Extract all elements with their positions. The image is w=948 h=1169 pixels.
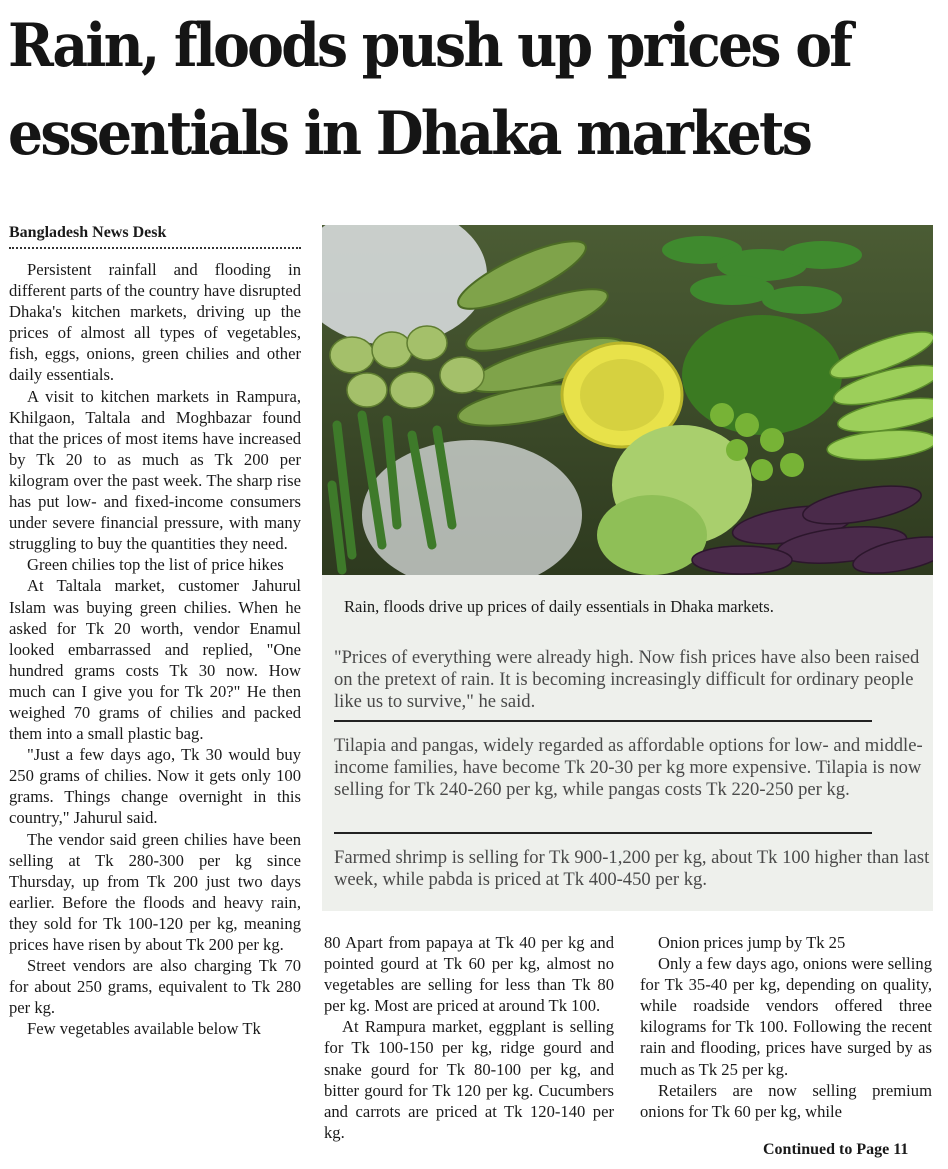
continued-link[interactable]: Continued to Page 11 bbox=[763, 1141, 909, 1158]
paragraph: A visit to kitchen markets in Rampura, Khilgaon, Taltala and Moghbazar found that the prices of most items have increased by Tk 20 to as much as Tk 200 per kilogram over the past week. The sharp rise has put low- and fixed-income consumers under severe financial pressure, with many struggling to buy the quantities they need. bbox=[9, 386, 301, 554]
subheading: Green chilies top the list of price hikes bbox=[27, 555, 284, 575]
paragraph: Persistent rainfall and flooding in different parts of the country have disrupted Dhaka's kitchen markets, driving up the prices of almost all types of vegetables, fish, eggs, onions, green chilies and other daily essentials. bbox=[9, 260, 301, 385]
paragraph: Only a few days ago, onions were selling for Tk 35-40 per kg, depending on quality, while roadside vendors offered three kilograms for Tk 100. Following the recent rain and flooding, prices have surged by as much as Tk 25 per kg. bbox=[640, 954, 932, 1079]
divider bbox=[334, 832, 872, 834]
article-column-1 bbox=[9, 259, 301, 1039]
market-vegetables-photo bbox=[322, 225, 933, 575]
pull-quote: Tilapia and pangas, widely regarded as affordable options for low- and middle-income families, have become Tk 20-30 per kg more expensive. Tilapia is now selling for Tk 240-260 per kg, while pangas costs Tk 220-250 per kg. bbox=[334, 735, 923, 800]
divider bbox=[334, 720, 872, 722]
byline: Bangladesh News Desk bbox=[9, 222, 301, 249]
paragraph: "Just a few days ago, Tk 30 would buy 250 grams of chilies. Now it gets only 100 grams. Things change overnight in this country," Jahurul said. bbox=[9, 745, 301, 828]
paragraph: At Rampura market, eggplant is selling for Tk 100-150 per kg, ridge gourd and snake gourd for Tk 80-100 per kg, and bitter gourd for Tk 120 per kg. Cucumbers and carrots are priced at Tk 120-140 per kg. bbox=[324, 1017, 614, 1142]
photo-caption: Rain, floods drive up prices of daily essentials in Dhaka markets. bbox=[344, 597, 774, 616]
headline: Rain, floods push up prices of essentials in Dhaka markets bbox=[8, 11, 851, 169]
paragraph: Retailers are now selling premium onions for Tk 60 per kg, while bbox=[640, 1080, 932, 1121]
paragraph: At Taltala market, customer Jahurul Islam was buying green chilies. When he asked for Tk 20 worth, vendor Enamul looked embarrassed and replied, "One hundred grams costs Tk 30 now. How much can I give you for Tk 20?" He then weighed 70 grams of chilies and packed them into a small plastic bag. bbox=[9, 576, 301, 744]
subheading: Few vegetables available below Tk bbox=[27, 1019, 261, 1039]
pull-quote: "Prices of everything were already high. Now fish prices have also been raised on the pretext of rain. It is becoming increasingly difficult for ordinary people like us to survive," he said. bbox=[334, 647, 920, 712]
paragraph: 80 Apart from papaya at Tk 40 per kg and pointed gourd at Tk 60 per kg, almost no vegetables are selling for less than Tk 80 per kg. Most are priced at around Tk 100. bbox=[324, 933, 614, 1016]
article-column-2 bbox=[324, 932, 614, 1143]
paragraph: Street vendors are also charging Tk 70 for about 250 grams, equivalent to Tk 280 per kg. bbox=[9, 956, 301, 1018]
subheading: Onion prices jump by Tk 25 bbox=[658, 933, 846, 952]
paragraph: The vendor said green chilies have been selling at Tk 280-300 per kg since Thursday, up from Tk 200 just two days earlier. Before the floods and heavy rain, they sold for Tk 100-120 per kg, meaning prices have risen by about Tk 200 per kg. bbox=[9, 829, 301, 954]
pull-quote: Farmed shrimp is selling for Tk 900-1,200 per kg, about Tk 100 higher than last week, while pabda is priced at Tk 400-450 per kg. bbox=[334, 847, 930, 890]
article-column-3 bbox=[640, 932, 932, 1122]
